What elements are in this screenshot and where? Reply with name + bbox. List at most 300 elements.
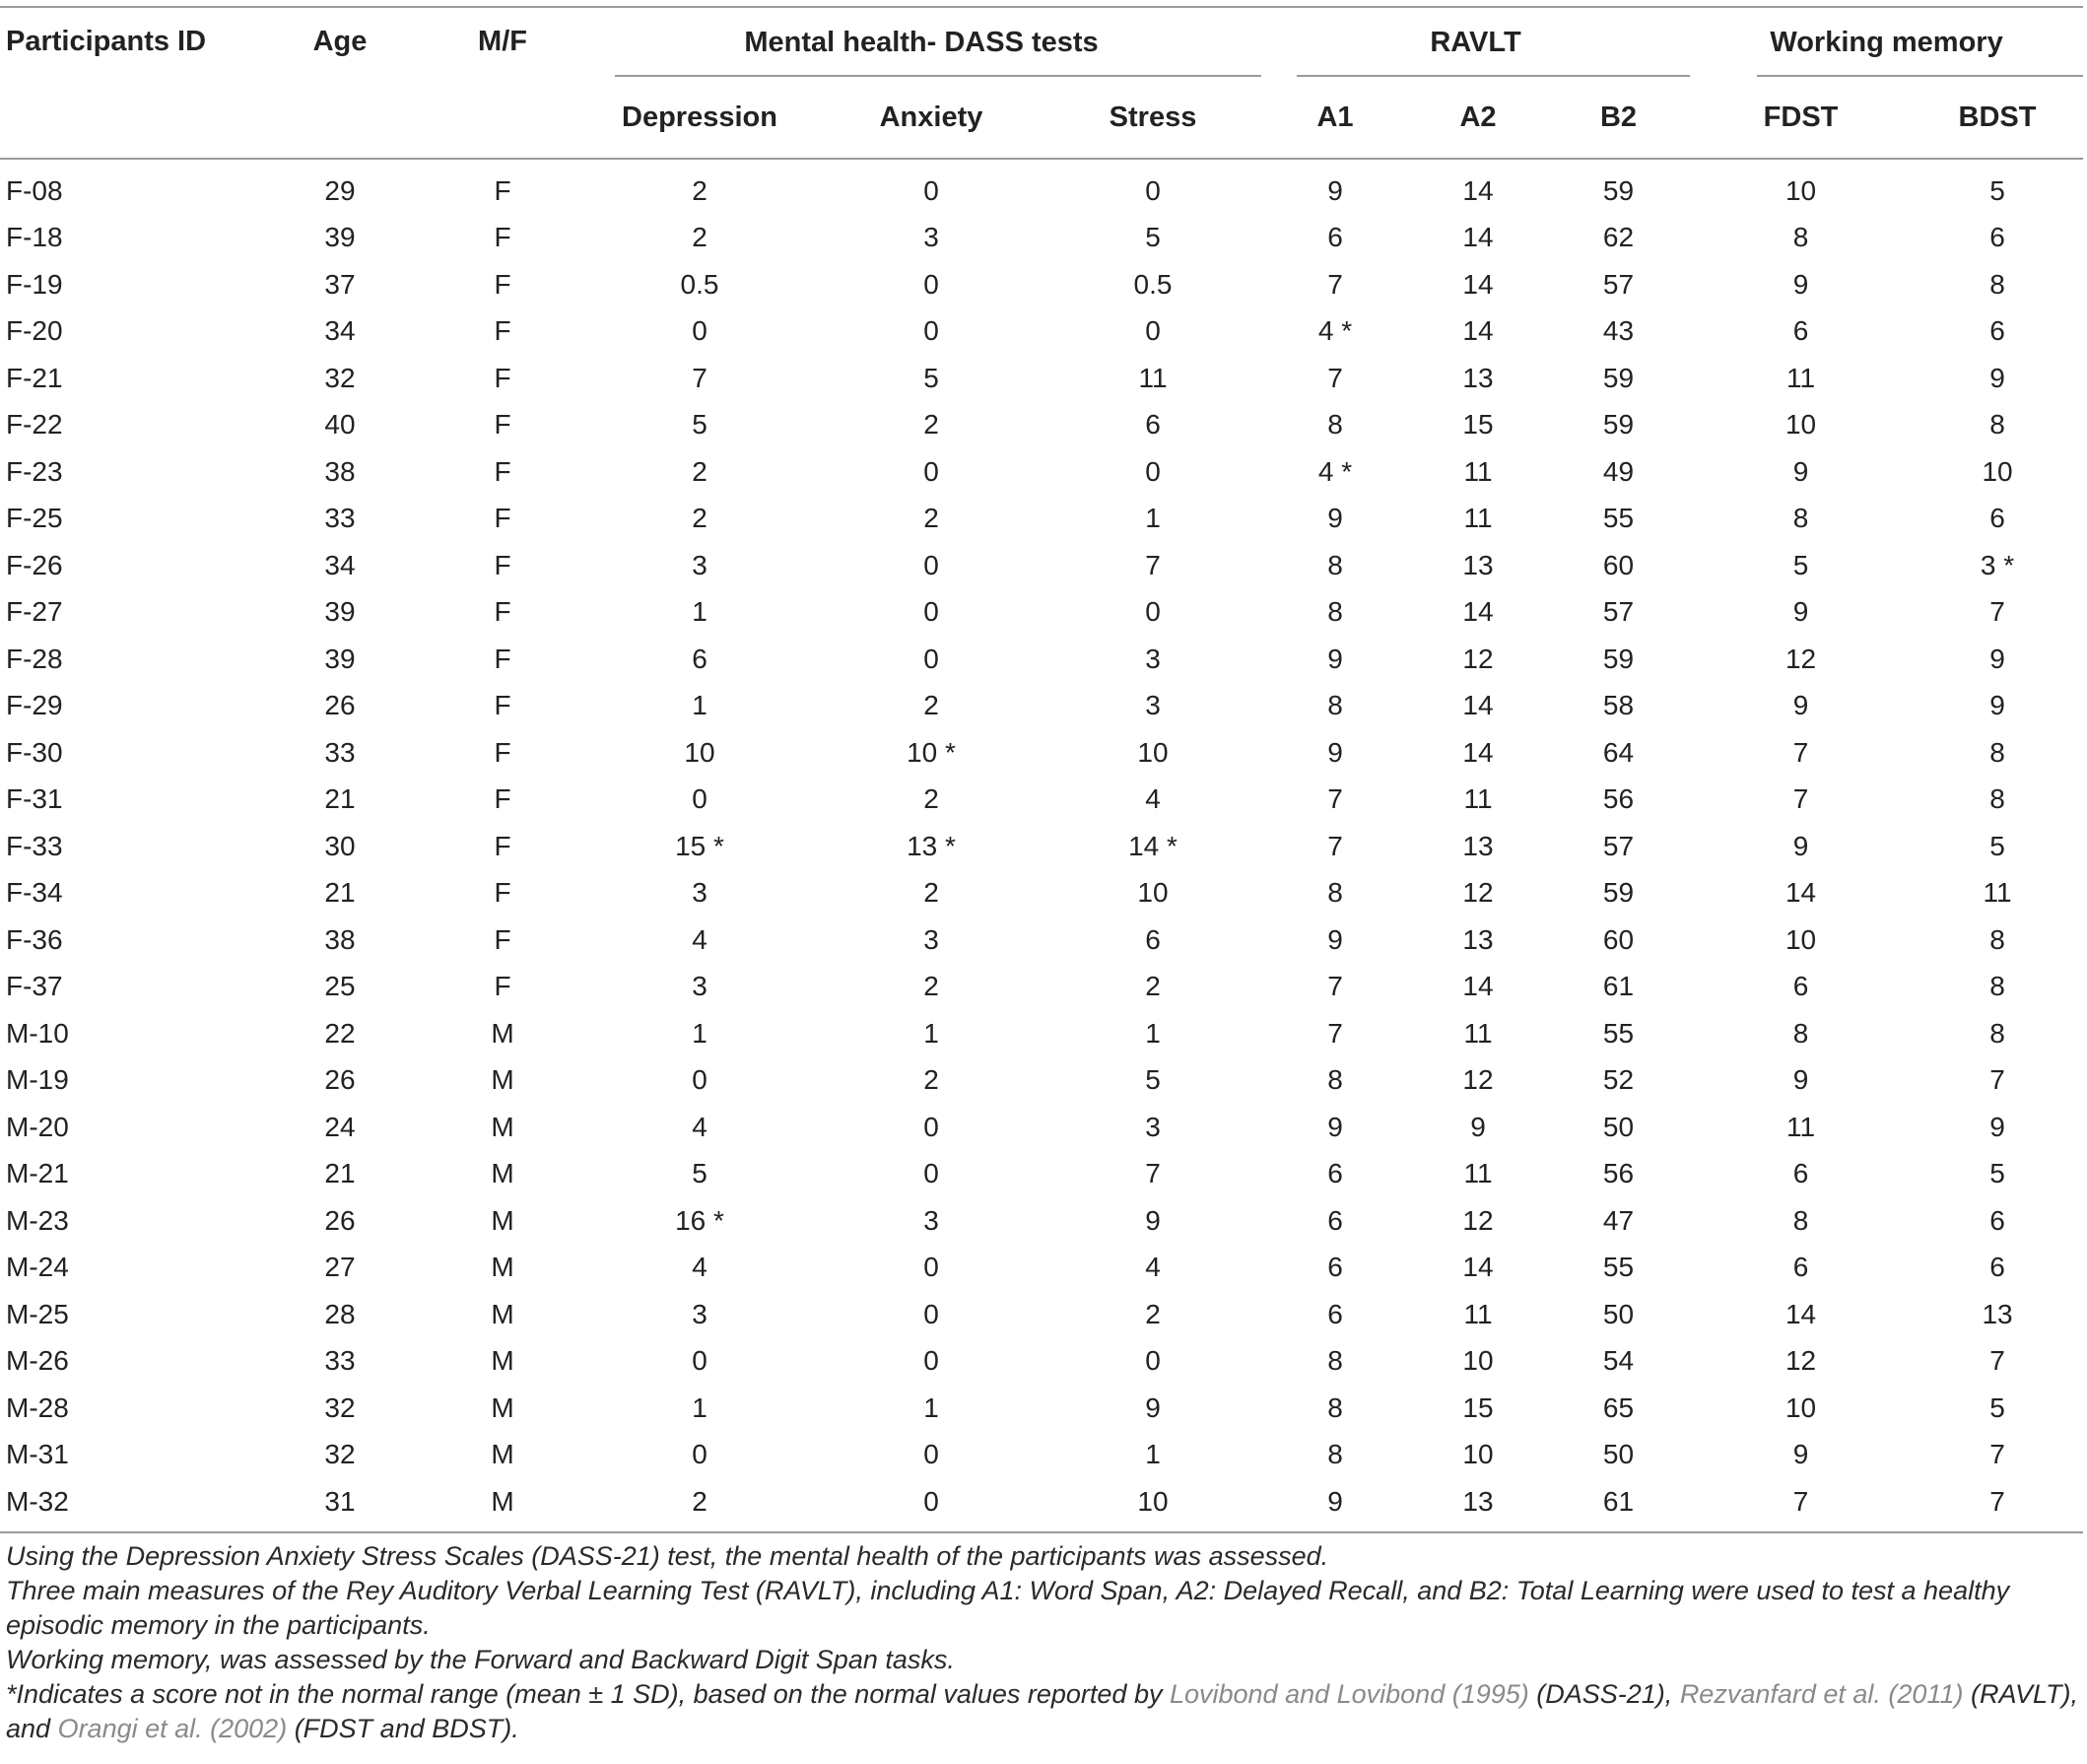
cell-b2: 50: [1602, 1111, 1635, 1142]
cell-depression: 3: [692, 549, 707, 580]
cell-stress: 6: [1145, 409, 1161, 441]
header-group-working-memory-label: Working memory: [1770, 26, 2003, 58]
cell-a2: 15: [1462, 1391, 1494, 1423]
cell-fdst: 6: [1792, 971, 1809, 1002]
cell-a2: 13: [1462, 923, 1494, 955]
cell-anxiety: 0: [923, 1298, 939, 1329]
cell-age: 26: [324, 690, 356, 721]
cell-age: 33: [324, 503, 356, 534]
cell-b2: 52: [1602, 1064, 1635, 1096]
header-row-groups: [0, 7, 2083, 77]
cell-b2: 60: [1602, 923, 1635, 955]
cell-age: 21: [324, 877, 356, 909]
reference-link-orangi[interactable]: Orangi et al. (2002): [57, 1714, 288, 1743]
cell-fdst: 12: [1784, 643, 1817, 674]
cell-stress: 2: [1145, 971, 1161, 1002]
cell-participant-id: F-29: [6, 690, 63, 721]
cell-a1: 8: [1327, 1391, 1343, 1423]
cell-stress: 3: [1145, 690, 1161, 721]
cell-anxiety: 3: [923, 222, 939, 253]
cell-depression: 1: [692, 690, 707, 721]
cell-age: 22: [324, 1017, 356, 1049]
cell-participant-id: F-19: [6, 268, 63, 300]
cell-participant-id: M-21: [6, 1158, 69, 1189]
cell-b2: 59: [1602, 409, 1635, 441]
cell-a1: 9: [1327, 174, 1343, 206]
cell-bdst: 8: [1989, 783, 2005, 815]
cell-fdst: 11: [1785, 362, 1816, 393]
cell-age: 33: [324, 1345, 356, 1377]
cell-a1: 8: [1327, 1064, 1343, 1096]
cell-a1: 8: [1327, 1439, 1343, 1470]
cell-b2: 65: [1602, 1391, 1635, 1423]
cell-a1: 9: [1327, 736, 1343, 768]
cell-depression: 2: [581, 1478, 818, 1532]
cell-depression: 2: [692, 503, 707, 534]
cell-bdst: 5: [1989, 830, 2005, 861]
cell-a1: 9: [1327, 923, 1343, 955]
header-group-working-memory: [1690, 7, 2083, 77]
cell-a1: 8: [1327, 690, 1343, 721]
cell-depression: 7: [692, 362, 707, 393]
cell-participant-id: F-33: [6, 830, 63, 861]
table-row: [0, 1291, 2083, 1338]
cell-sex: F: [494, 736, 511, 768]
header-bdst: BDST: [1912, 77, 2083, 159]
reference-link-rezvanfard[interactable]: Rezvanfard et al. (2011): [1679, 1679, 1964, 1709]
footnote-dass: Using the Depression Anxiety Stress Scales (DASS-21) test, the mental health of the participants was assessed.: [6, 1541, 1329, 1571]
cell-a1: 7: [1327, 830, 1343, 861]
cell-participant-id: F-21: [6, 362, 63, 393]
cell-age: 25: [324, 971, 356, 1002]
header-b2: B2: [1547, 77, 1690, 159]
cell-a2: 9: [1470, 1111, 1486, 1142]
header-a1: A1: [1261, 77, 1409, 159]
table-footnotes: [6, 1539, 2081, 1746]
cell-a1: 4 *: [1317, 455, 1353, 487]
table-row: [0, 1338, 2083, 1386]
cell-a2: 13: [1462, 362, 1494, 393]
cell-anxiety: 0: [923, 1111, 939, 1142]
cell-anxiety: 0: [923, 268, 939, 300]
cell-a2: 12: [1462, 877, 1494, 909]
cell-sex: F: [494, 783, 511, 815]
cell-a1: 8: [1327, 1345, 1343, 1377]
cell-age: 38: [324, 923, 356, 955]
header-age: Age: [256, 7, 424, 159]
cell-participant-id: M-25: [6, 1298, 69, 1329]
header-participants-id: Participants ID: [0, 7, 256, 159]
cell-a1: 6: [1327, 1298, 1343, 1329]
cell-sex: F: [494, 643, 511, 674]
cell-bdst: 8: [1989, 1017, 2005, 1049]
cell-anxiety: 0: [923, 1345, 939, 1377]
cell-stress: 7: [1145, 1158, 1161, 1189]
cell-anxiety: 0: [923, 643, 939, 674]
cell-fdst: 6: [1792, 1252, 1809, 1283]
cell-depression: 5: [692, 409, 707, 441]
cell-stress: 0.5: [1133, 268, 1173, 300]
cell-b2: 54: [1602, 1345, 1635, 1377]
cell-fdst: 14: [1784, 1298, 1817, 1329]
cell-depression: 6: [692, 643, 707, 674]
header-depression: Depression: [581, 77, 818, 159]
cell-sex: M: [491, 1298, 514, 1329]
cell-a2: 14: [1462, 1252, 1494, 1283]
cell-participant-id: F-36: [6, 923, 63, 955]
table-row: [0, 402, 2083, 449]
cell-participant-id: F-23: [6, 455, 63, 487]
cell-a1: 6: [1327, 1204, 1343, 1236]
table-row: [0, 1010, 2083, 1057]
cell-anxiety: 0: [923, 596, 939, 628]
cell-sex: F: [494, 222, 511, 253]
cell-anxiety: 2: [923, 690, 939, 721]
cell-sex: F: [494, 455, 511, 487]
cell-anxiety: 2: [923, 971, 939, 1002]
table-row: [0, 542, 2083, 589]
cell-a1: 8: [1327, 596, 1343, 628]
cell-a1: 9: [1261, 1478, 1409, 1532]
cell-sex: M: [491, 1252, 514, 1283]
header-group-ravlt: [1261, 7, 1690, 77]
table-row: [0, 308, 2083, 356]
cell-b2: 61: [1602, 971, 1635, 1002]
cell-b2: 60: [1602, 549, 1635, 580]
cell-anxiety: 5: [923, 362, 939, 393]
cell-sex: F: [494, 971, 511, 1002]
table-row: [0, 1104, 2083, 1151]
cell-bdst: 8: [1989, 268, 2005, 300]
cell-anxiety: 2: [923, 503, 939, 534]
cell-stress: 5: [1145, 1064, 1161, 1096]
cell-sex: M: [424, 1478, 581, 1532]
cell-a2: 13: [1462, 549, 1494, 580]
cell-stress: 0: [1145, 315, 1161, 347]
cell-a2: 14: [1462, 596, 1494, 628]
cell-anxiety: 0: [923, 549, 939, 580]
cell-b2: 59: [1602, 174, 1635, 206]
header-stress: Stress: [1044, 77, 1261, 159]
cell-depression: 0.5: [680, 268, 719, 300]
cell-a2: 12: [1462, 1204, 1494, 1236]
cell-sex: F: [494, 690, 511, 721]
cell-sex: M: [491, 1064, 514, 1096]
cell-stress: 4: [1145, 783, 1161, 815]
cell-age: 34: [324, 549, 356, 580]
cell-a1: 7: [1327, 362, 1343, 393]
cell-age: 21: [324, 783, 356, 815]
cell-anxiety: 0: [923, 1158, 939, 1189]
cell-anxiety: 2: [923, 409, 939, 441]
cell-anxiety: 3: [923, 923, 939, 955]
cell-a1: 7: [1327, 268, 1343, 300]
cell-anxiety: 0: [923, 315, 939, 347]
cell-sex: F: [494, 362, 511, 393]
table-row: [0, 215, 2083, 262]
cell-bdst: 6: [1989, 503, 2005, 534]
table-row: [0, 1057, 2083, 1105]
cell-participant-id: M-32: [0, 1478, 256, 1532]
cell-a1: 6: [1327, 222, 1343, 253]
table-row: [0, 448, 2083, 496]
cell-fdst: 9: [1792, 455, 1809, 487]
cell-b2: 49: [1602, 455, 1635, 487]
footnote-text-3: (RAVLT), and: [6, 1679, 2078, 1743]
cell-anxiety: 10 *: [907, 736, 956, 768]
cell-depression: 4: [692, 1111, 707, 1142]
header-sex: M/F: [424, 7, 581, 159]
cell-stress: 9: [1145, 1391, 1161, 1423]
cell-depression: 0: [692, 1439, 707, 1470]
cell-depression: 3: [692, 877, 707, 909]
cell-sex: F: [494, 268, 511, 300]
cell-depression: 2: [692, 455, 707, 487]
cell-participant-id: F-28: [6, 643, 63, 674]
cell-a2: 14: [1462, 174, 1494, 206]
cell-a1: 7: [1327, 971, 1343, 1002]
cell-a1: 6: [1327, 1158, 1343, 1189]
cell-age: 32: [324, 1439, 356, 1470]
cell-fdst: 9: [1792, 596, 1809, 628]
cell-anxiety: 1: [923, 1017, 939, 1049]
cell-fdst: 11: [1785, 1111, 1816, 1142]
cell-bdst: 8: [1989, 923, 2005, 955]
footnote-text-4: (FDST and BDST).: [287, 1714, 519, 1743]
cell-sex: M: [491, 1439, 514, 1470]
cell-participant-id: F-18: [6, 222, 63, 253]
cell-anxiety: 0: [923, 174, 939, 206]
cell-participant-id: M-24: [6, 1252, 69, 1283]
cell-stress: 10: [1137, 877, 1169, 909]
cell-stress: 1: [1145, 1017, 1161, 1049]
cell-sex: F: [494, 503, 511, 534]
cell-age: 39: [324, 643, 356, 674]
table-row: [0, 1151, 2083, 1198]
cell-b2: 61: [1547, 1478, 1690, 1532]
cell-depression: 0: [692, 315, 707, 347]
cell-depression: 1: [692, 1391, 707, 1423]
reference-link-lovibond[interactable]: Lovibond and Lovibond (1995): [1169, 1679, 1529, 1709]
cell-fdst: 6: [1792, 315, 1809, 347]
cell-stress: 11: [1138, 362, 1168, 393]
cell-sex: F: [494, 174, 511, 206]
cell-age: 21: [324, 1158, 356, 1189]
header-group-mental-health-label: Mental health- DASS tests: [744, 26, 1099, 58]
cell-bdst: 7: [1912, 1478, 2083, 1532]
cell-b2: 56: [1602, 1158, 1635, 1189]
cell-a2: 11: [1463, 503, 1493, 534]
cell-participant-id: F-20: [6, 315, 63, 347]
cell-a1: 9: [1327, 1111, 1343, 1142]
cell-bdst: 9: [1989, 362, 2005, 393]
cell-b2: 59: [1602, 362, 1635, 393]
cell-a1: 7: [1327, 783, 1343, 815]
cell-stress: 5: [1145, 222, 1161, 253]
cell-participant-id: M-28: [6, 1391, 69, 1423]
table-row: [0, 496, 2083, 543]
cell-a2: 14: [1462, 315, 1494, 347]
cell-a2: 13: [1409, 1478, 1547, 1532]
table-row: [0, 1478, 2083, 1532]
cell-participant-id: F-34: [6, 877, 63, 909]
cell-depression: 10: [684, 736, 715, 768]
cell-a1: 8: [1327, 877, 1343, 909]
cell-a2: 11: [1463, 1017, 1493, 1049]
cell-anxiety: 2: [923, 1064, 939, 1096]
cell-depression: 0: [692, 783, 707, 815]
cell-b2: 43: [1602, 315, 1635, 347]
cell-bdst: 5: [1989, 1391, 2005, 1423]
cell-stress: 3: [1145, 1111, 1161, 1142]
cell-bdst: 8: [1989, 971, 2005, 1002]
cell-bdst: 13: [1982, 1298, 2013, 1329]
table-row: [0, 159, 2083, 215]
cell-age: 29: [324, 174, 356, 206]
cell-fdst: 10: [1784, 1391, 1817, 1423]
cell-depression: 15 *: [675, 830, 724, 861]
cell-a2: 15: [1462, 409, 1494, 441]
cell-bdst: 10: [1982, 455, 2013, 487]
cell-participant-id: M-31: [6, 1439, 69, 1470]
cell-stress: 14 *: [1128, 830, 1178, 861]
cell-age: 26: [324, 1064, 356, 1096]
header-a2: A2: [1409, 77, 1547, 159]
cell-fdst: 9: [1792, 1439, 1809, 1470]
cell-b2: 56: [1602, 783, 1635, 815]
cell-stress: 0: [1145, 1345, 1161, 1377]
cell-age: 34: [324, 315, 356, 347]
cell-stress: 7: [1145, 549, 1161, 580]
cell-a2: 11: [1463, 1298, 1493, 1329]
cell-fdst: 10: [1784, 923, 1817, 955]
cell-stress: 1: [1145, 503, 1161, 534]
table-row: [0, 777, 2083, 824]
cell-fdst: 6: [1792, 1158, 1809, 1189]
cell-participant-id: F-22: [6, 409, 63, 441]
cell-age: 30: [324, 830, 356, 861]
cell-a1: 9: [1327, 503, 1343, 534]
cell-anxiety: 0: [923, 1252, 939, 1283]
cell-a2: 14: [1462, 222, 1494, 253]
cell-fdst: 8: [1792, 222, 1809, 253]
cell-age: 24: [324, 1111, 356, 1142]
cell-sex: M: [491, 1204, 514, 1236]
cell-fdst: 8: [1792, 1204, 1809, 1236]
cell-bdst: 8: [1989, 736, 2005, 768]
footnote-working-memory: Working memory, was assessed by the Forward and Backward Digit Span tasks.: [6, 1645, 955, 1674]
cell-b2: 57: [1602, 830, 1635, 861]
cell-sex: F: [494, 877, 511, 909]
table-row: [0, 870, 2083, 917]
cell-sex: M: [491, 1017, 514, 1049]
header-group-mental-health: [581, 7, 1261, 77]
cell-anxiety: 2: [923, 783, 939, 815]
table-row: [0, 683, 2083, 730]
cell-a2: 14: [1462, 268, 1494, 300]
cell-participant-id: M-26: [6, 1345, 69, 1377]
table-row: [0, 1385, 2083, 1432]
cell-bdst: 9: [1989, 643, 2005, 674]
cell-bdst: 7: [1989, 1064, 2005, 1096]
cell-sex: F: [494, 830, 511, 861]
cell-b2: 62: [1602, 222, 1635, 253]
cell-a2: 14: [1462, 690, 1494, 721]
cell-depression: 5: [692, 1158, 707, 1189]
cell-sex: F: [494, 549, 511, 580]
cell-sex: F: [494, 409, 511, 441]
cell-anxiety: 2: [923, 877, 939, 909]
footnote-ravlt: Three main measures of the Rey Auditory Verbal Learning Test (RAVLT), including A1: Word Span, A2: Delayed Recall, and B2: Total Learning were used to test a healthy episodic memory in the participants.: [6, 1576, 2010, 1640]
cell-participant-id: M-23: [6, 1204, 69, 1236]
cell-a2: 10: [1462, 1439, 1494, 1470]
cell-a2: 11: [1463, 783, 1493, 815]
cell-sex: M: [491, 1158, 514, 1189]
cell-age: 27: [324, 1252, 356, 1283]
cell-b2: 64: [1602, 736, 1635, 768]
cell-stress: 1: [1145, 1439, 1161, 1470]
table-row: [0, 823, 2083, 870]
cell-fdst: 14: [1784, 877, 1817, 909]
header-fdst: FDST: [1690, 77, 1912, 159]
cell-age: 28: [324, 1298, 356, 1329]
cell-fdst: 7: [1792, 783, 1809, 815]
cell-stress: 0: [1145, 174, 1161, 206]
table-row: [0, 729, 2083, 777]
cell-anxiety: 3: [923, 1204, 939, 1236]
table-row: [0, 1197, 2083, 1245]
cell-depression: 2: [692, 222, 707, 253]
cell-b2: 59: [1602, 877, 1635, 909]
cell-a2: 11: [1463, 1158, 1493, 1189]
cell-b2: 57: [1602, 596, 1635, 628]
cell-b2: 57: [1602, 268, 1635, 300]
cell-participant-id: F-08: [6, 174, 63, 206]
cell-a1: 6: [1327, 1252, 1343, 1283]
cell-b2: 58: [1602, 690, 1635, 721]
cell-bdst: 5: [1989, 1158, 2005, 1189]
cell-fdst: 8: [1792, 1017, 1809, 1049]
footnote-text-2: (DASS-21),: [1528, 1679, 1680, 1709]
cell-b2: 55: [1602, 503, 1635, 534]
cell-participant-id: F-37: [6, 971, 63, 1002]
table-row: [0, 964, 2083, 1011]
cell-participant-id: F-26: [6, 549, 63, 580]
cell-bdst: 3 *: [1980, 549, 2015, 580]
cell-bdst: 7: [1989, 1345, 2005, 1377]
cell-age: 32: [324, 1391, 356, 1423]
cell-fdst: 8: [1792, 503, 1809, 534]
cell-fdst: 9: [1792, 1064, 1809, 1096]
cell-depression: 3: [692, 971, 707, 1002]
cell-stress: 3: [1145, 643, 1161, 674]
cell-b2: 55: [1602, 1017, 1635, 1049]
cell-bdst: 8: [1989, 409, 2005, 441]
cell-a2: 14: [1462, 736, 1494, 768]
cell-a2: 10: [1462, 1345, 1494, 1377]
cell-bdst: 6: [1989, 315, 2005, 347]
cell-a2: 12: [1462, 643, 1494, 674]
cell-age: 39: [324, 596, 356, 628]
cell-stress: 0: [1145, 596, 1161, 628]
cell-participant-id: F-31: [6, 783, 63, 815]
cell-depression: 16 *: [675, 1204, 724, 1236]
cell-anxiety: 0: [923, 1439, 939, 1470]
cell-bdst: 7: [1989, 596, 2005, 628]
cell-sex: M: [491, 1111, 514, 1142]
cell-a2: 14: [1462, 971, 1494, 1002]
cell-b2: 55: [1602, 1252, 1635, 1283]
